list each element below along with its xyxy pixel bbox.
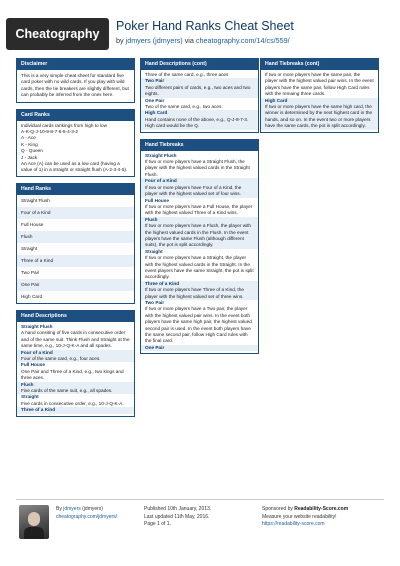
hand-desc-title: Flush (17, 382, 134, 388)
footer-author-url[interactable]: cheatography.com/jdmyers/ (56, 513, 118, 520)
footer-updated: Last updated 11th May, 2016. (144, 513, 210, 520)
tiebreak-text: If two or more players have a Two pair, the player with the highest valued pair wins. In the event both players have the same high pair, the highest valued second pair is used. In the event both players have the same second pair, follow High Card rules with the final card. (145, 306, 252, 344)
footer-by-label: By (56, 506, 64, 512)
author-link[interactable]: jdmyers (jdmyers) (125, 36, 183, 45)
hand-descriptions-cont-heading: Hand Descriptions (cont) (141, 59, 258, 70)
hand-desc-text: Four of the same card, e.g., four aces. (17, 356, 134, 362)
card-ranks-heading: Card Ranks (17, 110, 134, 121)
column-1 (16, 58, 135, 423)
hand-tiebreaks-cont-box (260, 58, 379, 133)
tiebreak-text: If two or more players have the same pair, the player with the highest valued pair wins. In the event players have the same pair, follow High Card rules with the remaing three cards. (265, 72, 374, 97)
hand-desc-text: Three of the same card, e.g., three aces (145, 72, 229, 77)
tiebreak-title: Flush (141, 217, 258, 223)
tiebreak-text: If two or more players have the same high card, the winner is determined by the next highest card in the hands, and so on. In the event two or more players have the same cards, the pot is split accordingly. (261, 104, 378, 130)
hand-rank-item: Three of a Kind (17, 255, 134, 267)
page-header (0, 0, 400, 62)
tiebreak-text: If two or more players have a Straight Flush, the player with the highest valued cards in the Straight Flush. (145, 159, 250, 177)
hand-rank-item: Four of a Kind (17, 207, 134, 219)
hand-desc-title: One Pair (145, 97, 165, 103)
tiebreak-title: One Pair (141, 345, 258, 351)
hand-ranks-box (16, 183, 135, 304)
column-3 (260, 58, 379, 139)
card-ranks-line: J - Jack (21, 154, 38, 160)
tiebreak-title: Four of a Kind (141, 178, 258, 184)
tiebreak-text: If two or more players have Four of a Kind, the player with the highest valued set of four wins. (141, 185, 258, 198)
footer-author-handle: (jdmyers) (80, 506, 103, 512)
page-title: Poker Hand Ranks Cheat Sheet (116, 19, 294, 33)
tiebreak-text: If two or more players have Three of a Kind, the player with the highest valued set of three wins. (141, 287, 258, 300)
hand-rank-item: Two Pair (21, 269, 40, 275)
tiebreak-title: Straight Flush (145, 152, 177, 158)
hand-desc-title: High Card (141, 110, 258, 116)
hand-tiebreaks-heading: Hand Tiebreaks (141, 140, 258, 151)
tiebreak-title: High Card (261, 98, 378, 104)
sheet-url-link[interactable]: cheatography.com/14/cs/559/ (195, 36, 290, 45)
hand-desc-text: One Pair and Three of a Kind, e.g., two kings and three aces. (21, 368, 124, 381)
byline-via: via (182, 36, 196, 45)
footer-sponsor-link[interactable]: Readability-Score.com (294, 506, 349, 512)
hand-desc-title: Three of a Kind (17, 407, 134, 413)
card-ranks-line: K - King (21, 141, 38, 147)
footer-author (56, 506, 117, 521)
footer-sponsor-tagline: Measure your website readability! (262, 513, 337, 520)
hand-rank-item: Straight Flush (21, 197, 50, 203)
hand-desc-text: A hand consiting of five cards in consecutive order and of the same suit. Think Flush and Straight at the same time, e.g., 10-J-Q-K-A and all spades. (21, 330, 130, 349)
tiebreak-text: If two or more players have a Flush, the player with the highest valued cards in the Flush. In the event players have the same Flush (although different suits), the pot is split accordingly. (141, 223, 258, 249)
footer-divider (16, 499, 384, 500)
byline (116, 36, 290, 45)
byline-prefix: by (116, 36, 126, 45)
hand-rank-item: Straight (21, 245, 38, 251)
hand-rank-item: One Pair (17, 279, 134, 291)
tiebreak-title: Two Pair (145, 300, 165, 305)
hand-desc-title: Straight (21, 394, 39, 400)
hand-desc-text: Hand contains none of the above, e.g., Q-J-8-7-3. High card would be the Q. (141, 117, 258, 130)
footer-sponsor (262, 506, 348, 529)
hand-tiebreaks-box (140, 139, 259, 355)
card-ranks-line: An Ace (A) can be used as a low card (having a value of 1) in a straight or straight flush (A-2-3-4-5). (21, 161, 128, 173)
column-2 (140, 58, 259, 360)
card-ranks-box (16, 109, 135, 177)
cheatography-logo[interactable]: Cheatography (6, 18, 109, 50)
card-ranks-line: A - Ace (21, 135, 36, 141)
hand-rank-item: Flush (17, 231, 134, 243)
hand-desc-text: Five cards in consecutive order, e.g., 10-J-Q-K-A. (21, 400, 124, 406)
hand-desc-text: Two different pairs of cards, e.g., two aces and two eights. (141, 85, 258, 98)
hand-rank-item: High Card (21, 293, 43, 299)
author-avatar (19, 505, 49, 539)
hand-descriptions-heading: Hand Descriptions (17, 311, 134, 322)
hand-desc-text: Five cards of the same suit, e.g., all spades. (17, 388, 134, 394)
tiebreak-title: Three of a Kind (141, 281, 258, 287)
footer-sponsor-prefix: Sponsored by (262, 506, 295, 512)
hand-desc-title: Four of a Kind (17, 350, 134, 356)
hand-descriptions-cont-box (140, 58, 259, 133)
hand-descriptions-box (16, 310, 135, 417)
footer-author-link[interactable]: jdmyers (63, 506, 81, 512)
hand-ranks-heading: Hand Ranks (17, 184, 134, 195)
footer-published: Published 10th January, 2013. (144, 506, 212, 512)
hand-desc-title: Straight Flush (21, 323, 53, 329)
card-ranks-line: A-K-Q-J-10-9-8-7-6-5-4-3-2 (21, 129, 79, 135)
tiebreak-title: Straight (145, 248, 163, 254)
tiebreak-text: If two or more players have a Straight, the player with the highest valued cards in the Straight. In the event players have the same Straight, the pot is split accordingly. (145, 255, 254, 280)
avatar-body (24, 527, 44, 539)
footer-page-count: Page 1 of 1. (144, 521, 171, 527)
hand-tiebreaks-cont-heading: Hand Tiebreaks (cont) (261, 59, 378, 70)
tiebreak-text: If two or more players have a Full House, the player with the highest valued Three of a Kind wins. (145, 203, 253, 216)
disclaimer-text: This is a very simple cheat sheet for standard five card poker with no wild cards. If you play with wild cards, then the tie breakers are slightly different, but can probably be inferred from the ones here. (21, 73, 129, 98)
avatar-face (28, 512, 40, 526)
disclaimer-box (16, 58, 135, 103)
footer-sponsor-url[interactable]: https://readability-score.com (262, 521, 325, 527)
card-ranks-line: Q - Queen (21, 148, 43, 154)
disclaimer-heading: Disclaimer (17, 59, 134, 70)
hand-rank-item: Full House (21, 221, 44, 227)
footer-dates (144, 506, 211, 529)
tiebreak-title: Full House (145, 197, 169, 203)
footer-author-line (56, 506, 117, 514)
footer-sponsor-line (262, 506, 348, 514)
card-ranks-line: Individual cards rankings from high to low (21, 122, 107, 128)
hand-desc-title: Full House (21, 362, 45, 368)
hand-desc-text: Two of the same card, e.g., two aces. (145, 104, 223, 110)
hand-desc-title: Two Pair (141, 78, 258, 84)
